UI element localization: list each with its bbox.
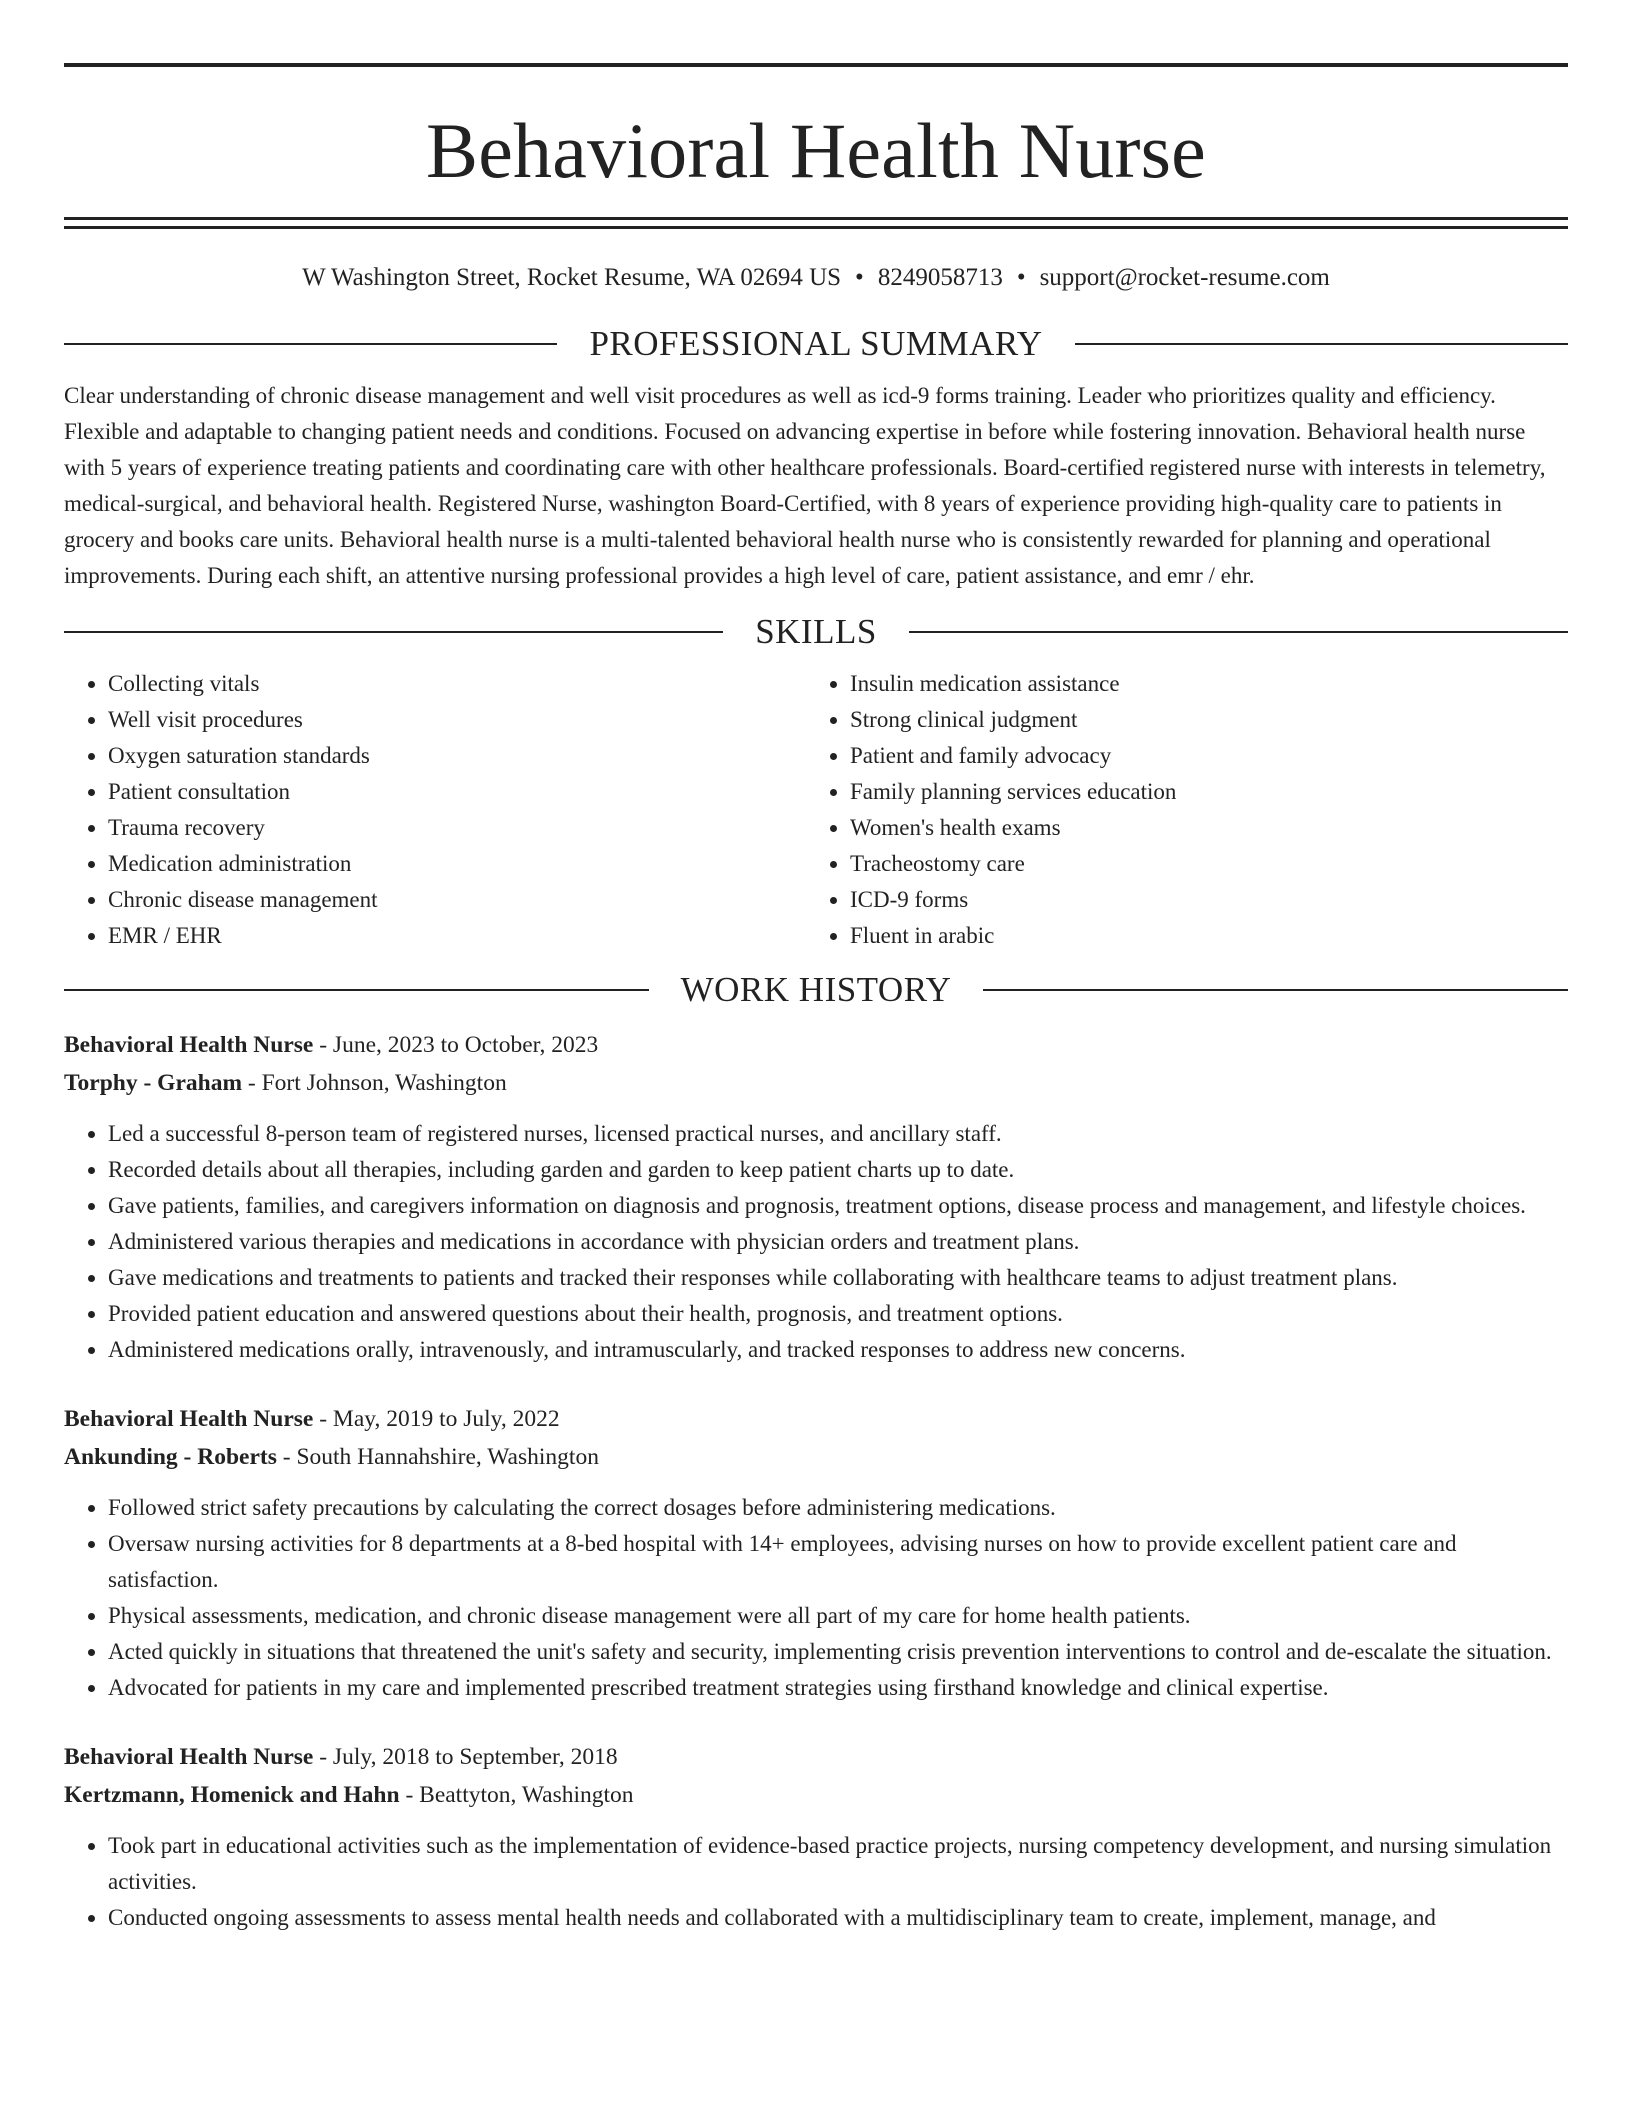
job-company: Torphy - Graham: [64, 1070, 243, 1096]
job-bullet: • Oversaw nursing activities for 8 departments at a 8-bed hospital with 14+ employees, advising nurses on how to provide excellent patient care and satisfaction.: [108, 1526, 1568, 1598]
job-company-line: [64, 1776, 1568, 1814]
job-title-line: [64, 1400, 1568, 1438]
contact-separator: •: [855, 264, 864, 291]
job-bullet: • Recorded details about all therapies, including garden and garden to keep patient charts up to date.: [108, 1152, 1568, 1188]
job-bullets: [64, 1828, 1568, 1936]
job-entry: [64, 1026, 1568, 1368]
job-bullet: • Administered various therapies and medications in accordance with physician orders and treatment plans.: [108, 1224, 1568, 1260]
skill-item: • Tracheostomy care: [850, 846, 1548, 882]
job-bullet: • Took part in educational activities such as the implementation of evidence-based practice projects, nursing competency development, and nursing simulation activities.: [108, 1828, 1568, 1900]
job-bullet: • Advocated for patients in my care and implemented prescribed treatment strategies using firsthand knowledge and clinical expertise.: [108, 1670, 1568, 1706]
job-bullet: • Conducted ongoing assessments to assess mental health needs and collaborated with a multidisciplinary team to create, implement, manage, and: [108, 1900, 1568, 1936]
job-dates: - June, 2023 to October, 2023: [313, 1032, 599, 1058]
job-company-line: [64, 1064, 1568, 1102]
job-title-line: [64, 1026, 1568, 1064]
header-top-rule: [64, 63, 1568, 67]
skill-item: • Chronic disease management: [108, 882, 806, 918]
job-bullet: • Led a successful 8-person team of registered nurses, licensed practical nurses, and ancillary staff.: [108, 1116, 1568, 1152]
skill-item: • Family planning services education: [850, 774, 1548, 810]
skills-heading: [64, 610, 1568, 654]
job-company: Kertzmann, Homenick and Hahn: [64, 1782, 400, 1808]
contact-separator: •: [1016, 264, 1026, 291]
skill-item: • Medication administration: [108, 846, 806, 882]
job-title: Behavioral Health Nurse: [64, 1406, 314, 1432]
job-bullet: • Provided patient education and answered questions about their health, prognosis, and treatment options.: [108, 1296, 1568, 1332]
work-heading: [64, 968, 1568, 1012]
skill-item: • Oxygen saturation standards: [108, 738, 806, 774]
contact-phone: 8249058713: [877, 264, 1003, 291]
job-title: Behavioral Health Nurse: [64, 1744, 314, 1770]
skill-item: • Well visit procedures: [108, 702, 806, 738]
work-heading-label: WORK HISTORY: [680, 970, 952, 1009]
job-bullet: • Followed strict safety precautions by calculating the correct dosages before administering medications.: [108, 1490, 1568, 1526]
job-location: - South Hannahshire, Washington: [276, 1444, 599, 1470]
job-company: Ankunding - Roberts: [64, 1444, 277, 1470]
job-bullet: • Administered medications orally, intravenously, and intramuscularly, and tracked responses to address new concerns.: [108, 1332, 1568, 1368]
contact-address: W Washington Street, Rocket Resume, WA 02694 US: [302, 264, 842, 291]
heading-rule-right: [909, 631, 1568, 633]
header-double-rule: [64, 217, 1568, 229]
skill-item: • Collecting vitals: [108, 666, 806, 702]
heading-rule-left: [64, 343, 557, 345]
skill-item: • Trauma recovery: [108, 810, 806, 846]
job-bullet: • Physical assessments, medication, and chronic disease management were all part of my care for home health patients.: [108, 1598, 1568, 1634]
job-company-line: [64, 1438, 1568, 1476]
summary-heading: [64, 322, 1568, 366]
skill-item: • Insulin medication assistance: [850, 666, 1548, 702]
skill-item: • EMR / EHR: [108, 918, 806, 954]
job-location: - Beattyton, Washington: [399, 1782, 634, 1808]
resume-page: [64, 0, 1568, 1936]
skill-item: • Patient and family advocacy: [850, 738, 1548, 774]
job-bullets: [64, 1490, 1568, 1706]
job-bullets: [64, 1116, 1568, 1368]
skill-item: • ICD-9 forms: [850, 882, 1548, 918]
job-bullet: • Acted quickly in situations that threatened the unit's safety and security, implementing crisis prevention interventions to control and de-escalate the situation.: [108, 1634, 1568, 1670]
job-dates: - July, 2018 to September, 2018: [313, 1744, 618, 1770]
skill-item: • Strong clinical judgment: [850, 702, 1548, 738]
resume-title: Behavioral Health Nurse: [426, 107, 1206, 194]
summary-text: Clear understanding of chronic disease management and well visit procedures as well as icd-9 forms training. Leader who prioritizes quality and efficiency. Flexible and adaptable to changing patient needs and conditions. Focused on advancing expertise in before while fostering innovation. Behavioral health nurse with 5 years of experience treating patients and coordinating care with other healthcare professionals. Board-certified registered nurse with interests in telemetry, medical-surgical, and behavioral health. Registered Nurse, washington Board-Certified, with 8 years of experience providing high-quality care to patients in grocery and books care units. Behavioral health nurse is a multi-talented behavioral health nurse who is consistently rewarded for planning and operational improvements. During each shift, an attentive nursing professional provides a high level of care, patient assistance, and emr / ehr.: [64, 383, 1546, 588]
heading-rule-left: [64, 989, 649, 991]
contact-line: [64, 263, 1568, 293]
heading-rule-right: [983, 989, 1568, 991]
heading-rule-right: [1075, 343, 1568, 345]
skills-list: [64, 666, 1568, 954]
job-location: - Fort Johnson, Washington: [242, 1070, 507, 1096]
job-title-line: [64, 1738, 1568, 1776]
skills-heading-label: SKILLS: [755, 612, 877, 651]
job-bullet: • Gave patients, families, and caregivers information on diagnosis and prognosis, treatment options, disease process and management, and lifestyle choices.: [108, 1188, 1568, 1224]
skill-item: • Women's health exams: [850, 810, 1548, 846]
job-title: Behavioral Health Nurse: [64, 1032, 314, 1058]
job-entry: [64, 1400, 1568, 1706]
skills-column-left: [64, 666, 806, 954]
skill-item: • Fluent in arabic: [850, 918, 1548, 954]
job-entry: [64, 1738, 1568, 1936]
contact-email: support@rocket-resume.com: [1039, 264, 1330, 291]
job-bullet: • Gave medications and treatments to patients and tracked their responses while collaborating with healthcare teams to adjust treatment plans.: [108, 1260, 1568, 1296]
heading-rule-left: [64, 631, 723, 633]
job-dates: - May, 2019 to July, 2022: [313, 1406, 560, 1432]
skill-item: • Patient consultation: [108, 774, 806, 810]
skills-column-right: [806, 666, 1548, 954]
summary-heading-label: PROFESSIONAL SUMMARY: [589, 324, 1043, 363]
